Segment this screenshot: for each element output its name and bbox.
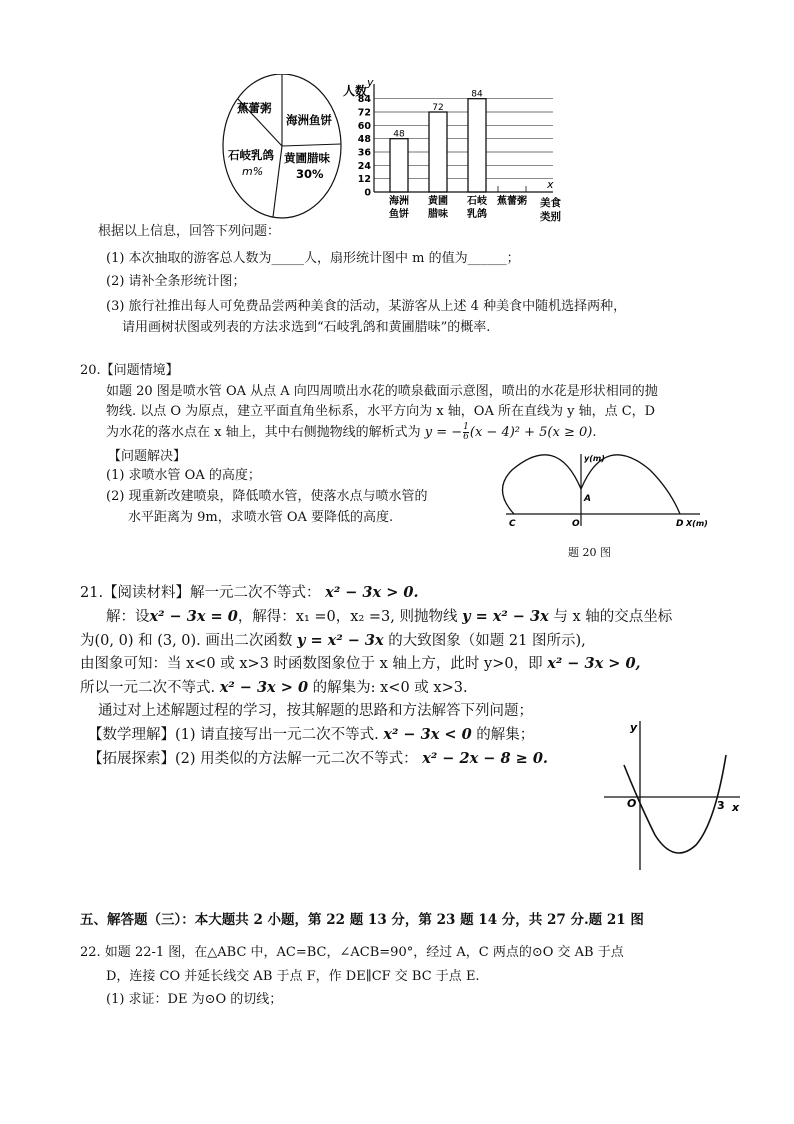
y-tick-label: 48 [357, 134, 371, 146]
q20-frac-num: 1 [463, 422, 469, 432]
q21-line8-pre: 【拓展探索】(2) 用类似的方法解一元二次不等式： [88, 751, 418, 767]
section5-heading: 五、解答题（三）：本大题共 2 小题，第 22 题 13 分，第 23 题 14 分，共 27 分.题 21 图 [80, 912, 644, 928]
q21-parabola [624, 755, 726, 853]
q21-line5 [80, 677, 468, 699]
q20-line1: 如题 20 图是喷水管 OA 从点 A 向四周喷出水花的喷泉截面示意图，喷出的水花是形状相同的抛 [106, 384, 658, 399]
q21-line3 [80, 630, 586, 652]
pie-label-shiqi: 石岐乳鸽 [228, 148, 274, 162]
pie-divider [273, 146, 282, 217]
pie-label-shiqi-percent: m% [242, 165, 264, 178]
q21-line6: 通过对上述解题过程的学习，按其解题的思路和方法解答下列问题； [98, 703, 533, 719]
q19-part2: (2) 请补全条形统计图； [106, 274, 246, 289]
q21-line2-mid: ，解得：x₁ =0，x₂ =3, 则抛物线 [237, 609, 458, 625]
y-axis-letter: y [367, 78, 374, 89]
category-label: 乳鸽 [467, 209, 487, 220]
q21-line3-post: 的大致图象（如题 21 图所示), [388, 633, 586, 649]
q21-line1-math: x² − 3x > 0. [325, 584, 419, 601]
q21-line7-post: 的解集； [476, 727, 535, 743]
pie-chart [220, 74, 344, 222]
q20-solve-heading: 【问题解决】 [108, 449, 187, 464]
q21-line2-pre: 解：设 [106, 609, 150, 625]
pie-label-huangpu: 黄圃腊味 [284, 151, 330, 165]
q21-line4-pre: 由图象可知：当 x<0 或 x>3 时函数图象位于 x 轴上方，此时 y>0，即 [80, 656, 543, 672]
q19-intro: 根据以上信息，回答下列问题： [98, 224, 281, 239]
pie-label-huangpu-percent: 30% [296, 167, 324, 181]
y-tick-label: 72 [357, 107, 371, 119]
q20-line3 [106, 423, 596, 443]
y-tick-label: 60 [357, 120, 371, 132]
q20-sub1: (1) 求喷水管 OA 的高度； [106, 468, 261, 483]
q20-point-d: D [676, 519, 684, 529]
bar-value-label: 84 [471, 89, 483, 100]
q20-formula-lhs: y = − [424, 425, 463, 440]
bar-value-label: 72 [432, 103, 444, 113]
q21-line8 [88, 748, 548, 770]
q20-frac-den: 6 [463, 432, 469, 442]
q21-line7-m: x² − 3x < 0 [383, 726, 472, 743]
bar [429, 112, 447, 192]
bar [468, 99, 486, 192]
q20-fraction [463, 423, 469, 442]
x-axis-letter: x [547, 178, 554, 191]
q20-y-label: y(m) [584, 454, 605, 463]
category-label: 鱼饼 [389, 209, 409, 220]
q21-line1-text: 21.【阅读材料】解一元二次不等式： [80, 585, 321, 601]
q22-line2: D，连接 CO 并延长线交 AB 于点 F，作 DE∥CF 交 BC 于点 E. [106, 969, 480, 984]
q20-fig-caption: 题 20 图 [568, 546, 611, 559]
q21-origin-label: O [627, 797, 637, 810]
x-axis-title-2: 类别 [540, 211, 561, 223]
q20-left-parabola [502, 455, 581, 514]
y-tick-label: 84 [357, 94, 371, 106]
q21-line5-pre: 所以一元二次不等式. [80, 680, 216, 696]
q21-line3-pre: 为(0, 0) 和 (3, 0). 画出二次函数 [80, 633, 293, 649]
q21-line7-pre: 【数学理解】(1) 请直接写出一元二次不等式. [88, 727, 379, 743]
category-label: 石岐 [467, 196, 487, 207]
y-tick-label: 0 [364, 187, 371, 199]
q22-line3: (1) 求证：DE 为⊙O 的切线； [106, 992, 283, 1007]
q21-line4 [80, 653, 641, 675]
q21-line4-m: x² − 3x > 0, [547, 655, 641, 672]
category-label: 海洲 [389, 196, 409, 207]
pie-divider [282, 144, 341, 146]
y-tick-label: 24 [357, 160, 371, 172]
q20-sub2-line1: (2) 现重新改建喷泉，降低喷水管，使落水点与喷水管的 [106, 489, 428, 504]
q21-line2-post: 与 x 轴的交点坐标 [553, 609, 673, 625]
q20-line2: 物线. 以点 O 为原点，建立平面直角坐标系，水平方向为 x 轴，OA 所在直线为 y 轴，点 C，D [106, 404, 656, 419]
bar [390, 139, 408, 192]
q20-right-parabola [581, 455, 680, 514]
y-tick-label: 12 [357, 174, 371, 186]
q21-x-label: x [732, 801, 740, 814]
x-axis-title-1: 美食 [540, 197, 561, 209]
bar-value-label: 48 [393, 129, 405, 140]
q21-line3-m: y = x² − 3x [297, 632, 384, 649]
q19-part1: (1) 本次抽取的游客总人数为_____人，扇形统计图中 m 的值为______； [106, 251, 520, 266]
q20-heading: 20.【问题情境】 [80, 363, 179, 378]
q21-line7 [88, 724, 534, 746]
q21-line2 [106, 606, 672, 628]
q21-line8-m: x² − 2x − 8 ≥ 0. [422, 750, 548, 767]
y-axis-title: 人数 [343, 84, 368, 98]
q20-point-o: O [572, 519, 580, 529]
q21-line5-m: x² − 3x > 0 [219, 679, 309, 696]
q20-x-label: X(m) [686, 519, 708, 528]
category-label: 蕉蕾粥 [497, 196, 527, 207]
q21-line5-post: 的解集为: x<0 或 x>3. [312, 680, 468, 696]
category-label: 腊味 [428, 209, 448, 220]
q20-formula-rhs: (x − 4)² + 5(x ≥ 0). [469, 425, 597, 440]
q20-sub2-line2: 水平距离为 9m，求喷水管 OA 要降低的高度. [128, 510, 394, 525]
q21-line2-m1: x² − 3x = 0 [149, 608, 238, 625]
q20-formula [424, 422, 597, 442]
q21-line2-m2: y = x² − 3x [462, 608, 549, 625]
pie-label-haizhou: 海洲鱼饼 [286, 113, 332, 127]
q21-line1 [80, 582, 419, 604]
q20-point-a: A [584, 494, 591, 504]
y-tick-label: 36 [357, 147, 371, 159]
q20-line3-text: 为水花的落水点在 x 轴上，其中右侧抛物线的解析式为 [106, 425, 421, 440]
q19-part3-line1: (3) 旅行社推出每人可免费品尝两种美食的活动，某游客从上述 4 种美食中随机选择两种， [106, 299, 627, 314]
category-label: 黄圃 [428, 196, 448, 207]
q20-figure [500, 450, 710, 535]
q19-part3-line2: 请用画树状图或列表的方法求选到“石岐乳鸽和黄圃腊味”的概率. [122, 320, 491, 335]
q22-line1: 22. 如题 22-1 图，在△ABC 中，AC=BC，∠ACB=90°，经过 A，C 两点的⊙O 交 AB 于点 [80, 945, 624, 960]
pie-label-jiaolei: 蕉蕾粥 [237, 101, 272, 115]
q21-y-label: y [630, 721, 638, 734]
q20-point-c: C [509, 519, 516, 529]
q21-three-label: 3 [717, 799, 725, 812]
q21-figure [600, 715, 750, 875]
bar-chart [340, 78, 585, 226]
